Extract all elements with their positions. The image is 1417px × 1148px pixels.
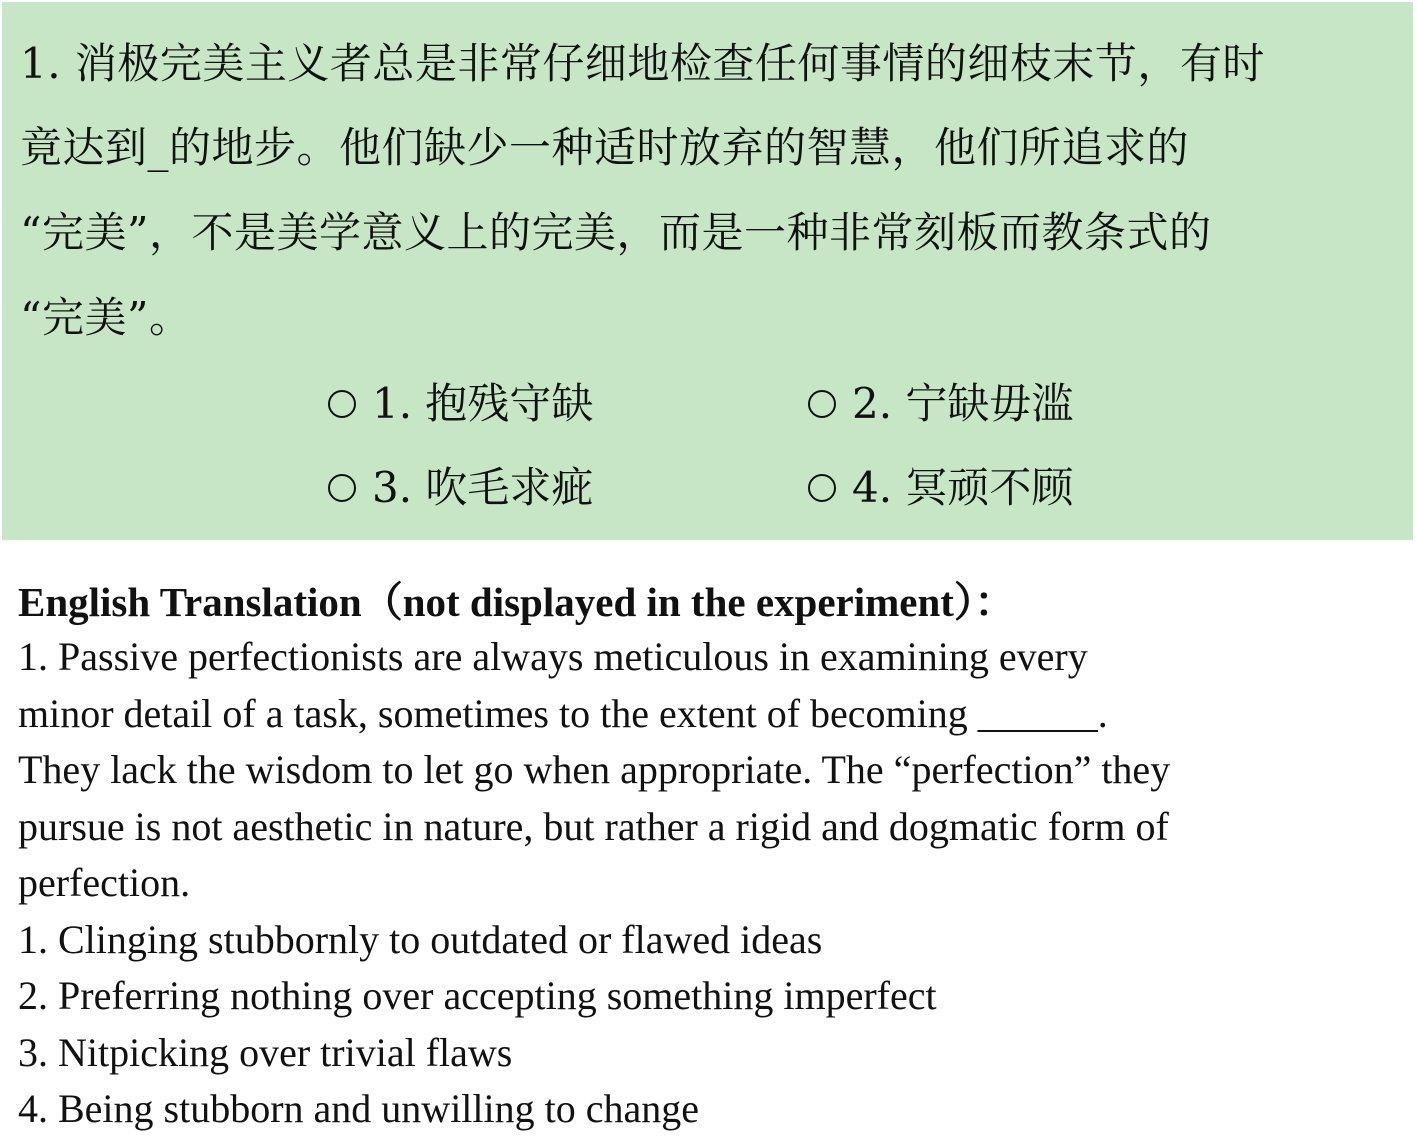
option-1-label: 1. 抱残守缺 [372, 379, 594, 428]
translation-line-2: minor detail of a task, sometimes to the extent of becoming ______. [18, 690, 1108, 736]
translation-option-2: 2. Preferring nothing over accepting something imperfect [18, 973, 937, 1018]
translation-line-4: pursue is not aesthetic in nature, but rather a rigid and dogmatic form of [18, 803, 1169, 849]
translation-line-1: 1. Passive perfectionists are always meticulous in examining every [18, 634, 1088, 679]
question-text-line-4: “完美”。 [20, 293, 192, 342]
radio-button-icon[interactable] [808, 390, 836, 418]
option-3[interactable] [328, 462, 593, 514]
question-text-line-3: “完美”，不是美学意义上的完美，而是一种非常刻板而教条式的 [20, 208, 1212, 257]
translation-heading: English Translation（not displayed in the experiment）： [18, 579, 1016, 625]
translation-section [18, 575, 1398, 1138]
radio-button-icon[interactable] [328, 390, 356, 418]
option-2-label: 2. 宁缺毋滥 [852, 379, 1074, 428]
radio-button-icon[interactable] [808, 474, 836, 502]
option-4-label: 4. 冥顽不顾 [852, 463, 1074, 512]
translation-option-1: 1. Clinging stubbornly to outdated or flawed ideas [18, 916, 823, 962]
option-1[interactable] [328, 378, 593, 430]
option-3-label: 3. 吹毛求疵 [372, 463, 594, 512]
option-2[interactable] [808, 378, 1073, 430]
radio-button-icon[interactable] [328, 474, 356, 502]
translation-option-3: 3. Nitpicking over trivial flaws [18, 1029, 513, 1075]
question-panel [2, 2, 1413, 540]
question-text-line-1: 1. 消极完美主义者总是非常仔细地检查任何事情的细枝末节，有时 [20, 39, 1265, 88]
translation-line-5: perfection. [18, 860, 191, 905]
question-text-line-2: 竟达到_的地步。他们缺少一种适时放弃的智慧，他们所追求的 [20, 123, 1190, 172]
option-4[interactable] [808, 462, 1073, 514]
translation-line-3: They lack the wisdom to let go when appropriate. The “perfection” they [18, 747, 1171, 792]
translation-option-4: 4. Being stubborn and unwilling to change [18, 1086, 700, 1131]
